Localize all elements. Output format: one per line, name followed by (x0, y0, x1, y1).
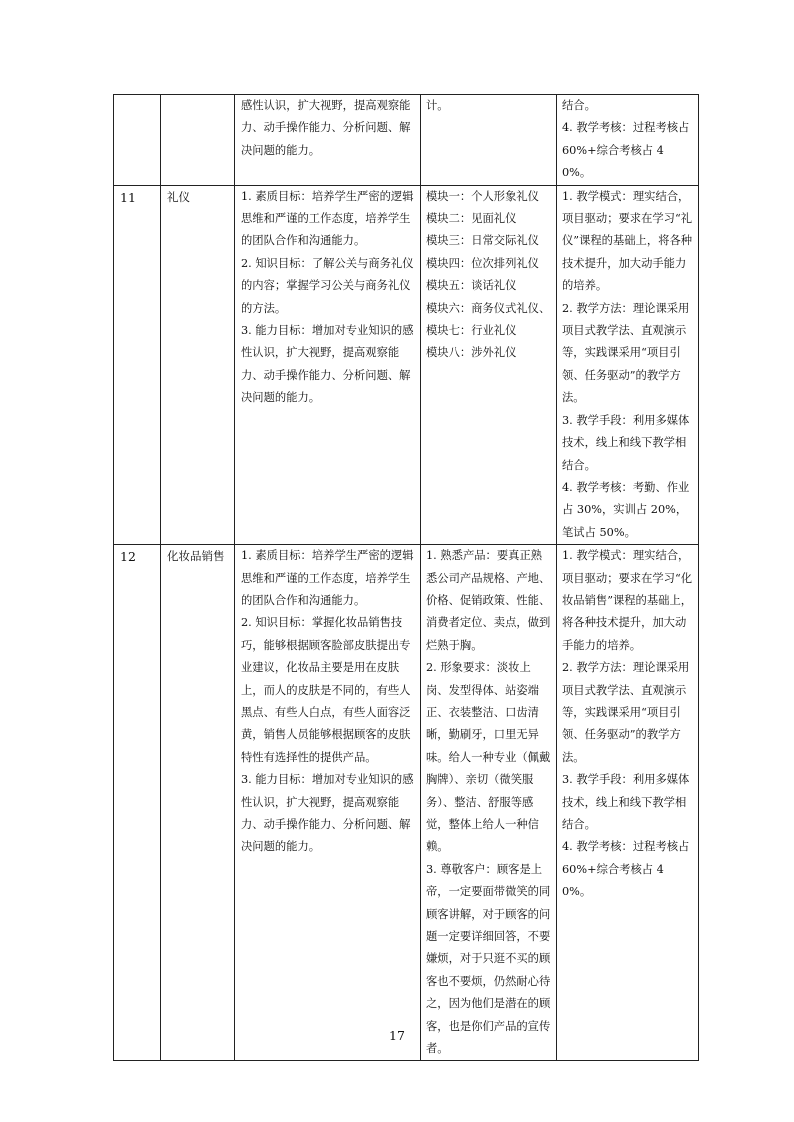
content-item: 1. 熟悉产品：要真正熟悉公司产品规格、产地、价格、促销政策、性能、消费者定位、卖点，做到烂熟于胸。 (426, 549, 551, 652)
course-number (114, 95, 161, 186)
content-item: 模块七：行业礼仪 (426, 324, 517, 338)
course-name (161, 95, 235, 186)
content-item: 模块三：日常交际礼仪 (426, 234, 539, 248)
course-content (421, 185, 557, 545)
goal-item: 3. 能力目标：增加对专业知识的感性认识，扩大视野，提高观察能力、动手操作能力、分析问题、解决问题的能力。 (241, 773, 414, 854)
course-requirements (557, 545, 699, 1061)
course-table (113, 94, 699, 1061)
requirement-item: 3. 教学手段：利用多媒体技术，线上和线下教学相结合。 (562, 773, 690, 831)
requirement-item: 4. 教学考核：过程考核占60%+综合考核占 40%。 (562, 121, 690, 180)
requirement-item: 4. 教学考核：过程考核占60%+综合考核占 40%。 (562, 840, 690, 899)
goal-item: 2. 知识目标：了解公关与商务礼仪的内容；掌握学习公关与商务礼仪的方法。 (241, 256, 414, 315)
course-requirements (557, 185, 699, 545)
content-item: 计。 (426, 99, 449, 112)
table-row (114, 545, 699, 1061)
content-item: 模块一：个人形象礼仪 (426, 189, 539, 203)
course-goals (235, 185, 421, 545)
requirement-item: 结合。 (562, 99, 596, 112)
course-goals (235, 545, 421, 1061)
course-number: 12 (114, 545, 161, 1061)
requirement-item: 2. 教学方法：理论课采用项目式教学法、直观演示等，实践课采用“项目引领、任务驱动”的教学方法。 (562, 661, 690, 764)
course-content (421, 545, 557, 1061)
content-item: 模块五：谈话礼仪 (426, 279, 517, 293)
requirement-item: 1. 教学模式：理实结合，项目驱动；要求在学习“礼仪”课程的基础上，将各种技术提升，加大动手能力的培养。 (562, 189, 693, 293)
requirement-item: 4. 教学考核：考勤、作业占 30%，实训占 20%，笔试占 50%。 (562, 480, 690, 539)
course-number: 11 (114, 185, 161, 545)
goal-item: 2. 知识目标：掌握化妆品销售技巧，能够根据顾客脸部皮肤提出专业建议，化妆品主要是用在皮肤上，而人的皮肤是不同的，有些人黑点、有些人白点，有些人面容泛黄，销售人员能够根据顾客的皮肤特性有选择性的提供产品。 (241, 616, 411, 764)
table-row (114, 95, 699, 186)
goal-item: 感性认识，扩大视野，提高观察能力、动手操作能力、分析问题、解决问题的能力。 (241, 99, 411, 157)
content-item: 2. 形象要求：淡妆上岗、发型得体、站姿端正、衣装整洁、口齿清晰，勤刷牙，口里无异味。给人一种专业（佩戴胸牌）、亲切（微笑服务）、整洁、舒服等感觉，整体上给人一种信赖。 (426, 661, 551, 854)
course-name: 化妆品销售 (161, 545, 235, 1061)
goal-item: 1. 素质目标：培养学生严密的逻辑思维和严谨的工作态度，培养学生 的团队合作和沟通能力。 (241, 189, 414, 248)
page-number: 17 (389, 1028, 405, 1043)
content-item: 模块二：见面礼仪 (426, 212, 517, 226)
requirement-item: 3. 教学手段：利用多媒体技术，线上和线下教学相结合。 (562, 413, 690, 472)
course-name: 礼仪 (161, 185, 235, 545)
content-item: 模块八：涉外礼仪 (426, 346, 517, 360)
goal-item: 1. 素质目标：培养学生严密的逻辑思维和严谨的工作态度，培养学生 的团队合作和沟通能力。 (241, 549, 414, 607)
course-goals (235, 95, 421, 186)
table-row (114, 185, 699, 545)
content-item: 模块六：商务仪式礼仪、 (426, 301, 551, 315)
requirement-item: 2. 教学方法：理论课采用项目式教学法、直观演示等，实践课采用“项目引领、任务驱动”的教学方法。 (562, 301, 690, 405)
content-item: 模块四：位次排列礼仪 (426, 256, 539, 270)
requirement-item: 1. 教学模式：理实结合，项目驱动；要求在学习“化妆品销售”课程的基础上，将各种技术提升，加大动手能力的培养。 (562, 549, 693, 652)
goal-item: 3. 能力目标：增加对专业知识的感性认识，扩大视野，提高观察能力、动手操作能力、分析问题、解决问题的能力。 (241, 324, 414, 405)
content-item: 3. 尊敬客户：顾客是上帝，一定要面带微笑的同顾客讲解，对于顾客的问题一定要详细回答，不要嫌烦，对于只逛不买的顾客也不要烦，仍然耐心待之，因为他们是潜在的顾客，也是你们产品的宣传者。 (426, 862, 551, 1056)
course-content (421, 95, 557, 186)
course-requirements (557, 95, 699, 186)
